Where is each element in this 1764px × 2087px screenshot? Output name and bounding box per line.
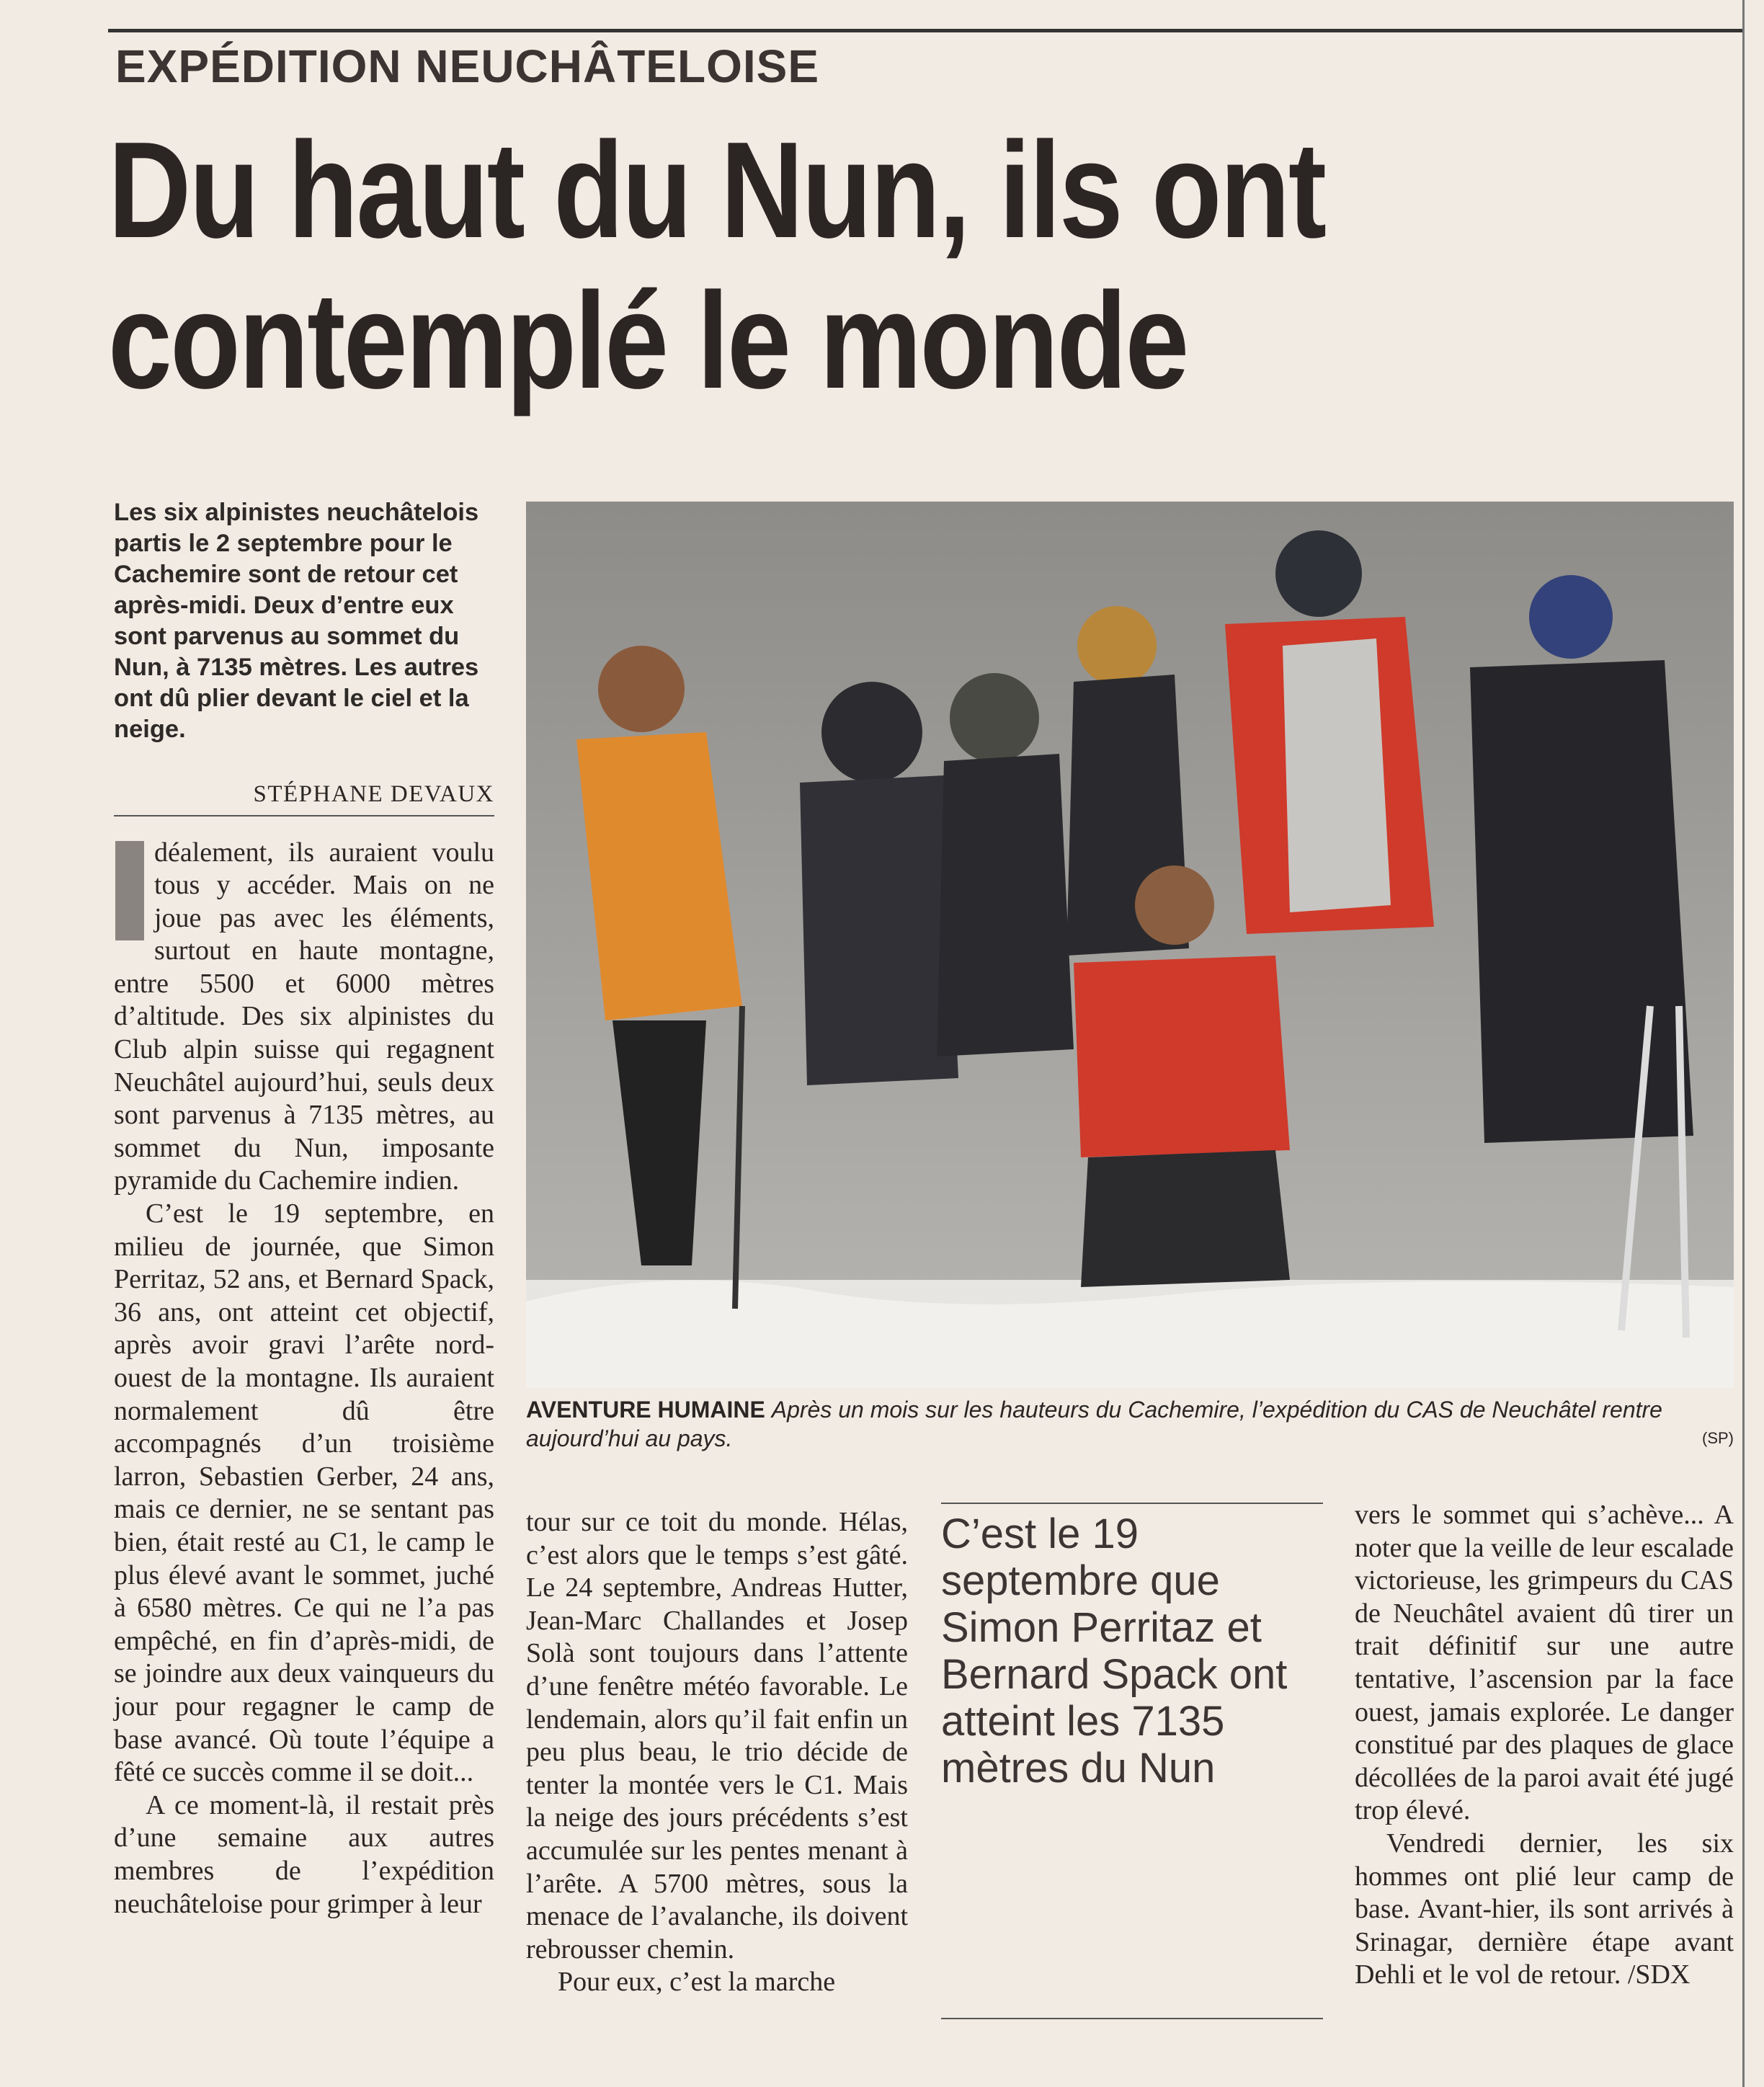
body-paragraph-2: C’est le 19 septembre, en milieu de journée, que Simon Perritaz, 52 ans, et Bernard Spack, 36 ans, ont atteint cet objectif, après avoir gravi l’arête nord-ouest de la montagne. Ils auraient normalement dû être accompagnés d’un troisième larron, Sebastien Gerber, 24 ans, mais ce dernier, ne se sentant pas bien, était resté au C1, le camp le plus élevé avant le sommet, juché à 6580 mètres. Ce qui ne l’a pas empêché, en fin d’après-midi, de se joindre aux deux vainqueurs du jour pour regagner le camp de base avancé. Où toute l’équipe a fêté ce succès comme il se doit... xyxy=(114,1198,494,1788)
right-paragraph-1: vers le sommet qui s’achève... A noter que la veille de leur escalade victorieuse, les grimpeurs du CAS de Neuchâtel avaient dû tirer un trait définitif sur une autre tentative, l’ascension par la face ouest, jamais explorée. Le danger constitué par des plaques de glace décollées de la paroi avait été jugé trop élevé. xyxy=(1355,1500,1734,1826)
middle-paragraph-1: tour sur ce toit du monde. Hélas, c’est alors que le temps s’est gâté. Le 24 septembre, Andreas Hutter, Jean-Marc Challandes et Josep Solà sont toujours dans l’attente d’une fenêtre météo favorable. Le lendemain, alors qu’il fait enfin un peu plus beau, le trio décide de tenter la montée vers le C1. Mais la neige des jours précédents s’est accumulée sur les pentes menant à l’arête. A 5700 mètres, sous la menace de l’avalanche, ils doivent rebrousser chemin. xyxy=(526,1507,908,1964)
byline: STÉPHANE DEVAUX xyxy=(114,781,494,816)
middle-paragraph-2: Pour eux, c’est la marche xyxy=(558,1967,836,1998)
group-photo-icon xyxy=(526,502,1734,1388)
top-rule xyxy=(108,29,1742,32)
kicker: EXPÉDITION NEUCHÂTELOISE xyxy=(115,40,819,92)
caption-text: Après un mois sur les hauteurs du Cachemire, l’expédition du CAS de Neuchâtel rentre aujourd’hui au pays. xyxy=(526,1397,1662,1451)
body-paragraph-1-text: déalement, ils auraient voulu tous y accéder. Mais on ne joue pas avec les éléments, surtout en haute montagne, entre 5500 et 6000 mètres d’altitude. Des six alpinistes du Club alpin suisse qui regagnent Neuchâtel aujourd’hui, seuls deux sont parvenus à 7135 mètres, au sommet du Nun, imposante pyramide du Cachemire indien. xyxy=(114,837,494,1196)
expedition-photo xyxy=(526,502,1734,1388)
left-column xyxy=(114,497,494,1921)
caption-label: AVENTURE HUMAINE xyxy=(526,1397,765,1423)
pull-quote-text: C’est le 19 septembre que Simon Perritaz et Bernard Spack ont atteint les 7135 mètres du Nun xyxy=(941,1510,1288,1792)
headline xyxy=(108,115,1470,417)
page-edge-rule xyxy=(1742,0,1745,2087)
headline-line-1: Du haut du Nun, ils ont xyxy=(108,114,1325,267)
pull-quote xyxy=(941,1503,1323,1792)
right-paragraph-2: Vendredi dernier, les six hommes ont plié leur camp de base. Avant-hier, ils sont arrivés à Srinagar, dernière étape avant Dehli et le vol de retour. /SDX xyxy=(1355,1828,1734,1990)
right-column xyxy=(1355,1499,1734,1992)
headline-line-2: contemplé le monde xyxy=(108,264,1188,417)
photo-caption xyxy=(526,1395,1734,1453)
middle-column xyxy=(526,1506,908,1999)
body-paragraph-3: A ce moment-là, il restait près d’une semaine aux autres membres de l’expédition neuchâteloise pour grimper à leur xyxy=(114,1789,494,1919)
lead-paragraph: Les six alpinistes neuchâtelois partis le 2 septembre pour le Cachemire sont de retour cet après-midi. Deux d’entre eux sont parvenus au sommet du Nun, à 7135 mètres. Les autres ont dû plier devant le ciel et la neige. xyxy=(114,499,479,743)
drop-cap xyxy=(115,841,144,940)
body-paragraph-1 xyxy=(114,837,494,1198)
pull-quote-bottom-rule xyxy=(941,2018,1323,2019)
photo-credit: (SP) xyxy=(1702,1429,1734,1447)
